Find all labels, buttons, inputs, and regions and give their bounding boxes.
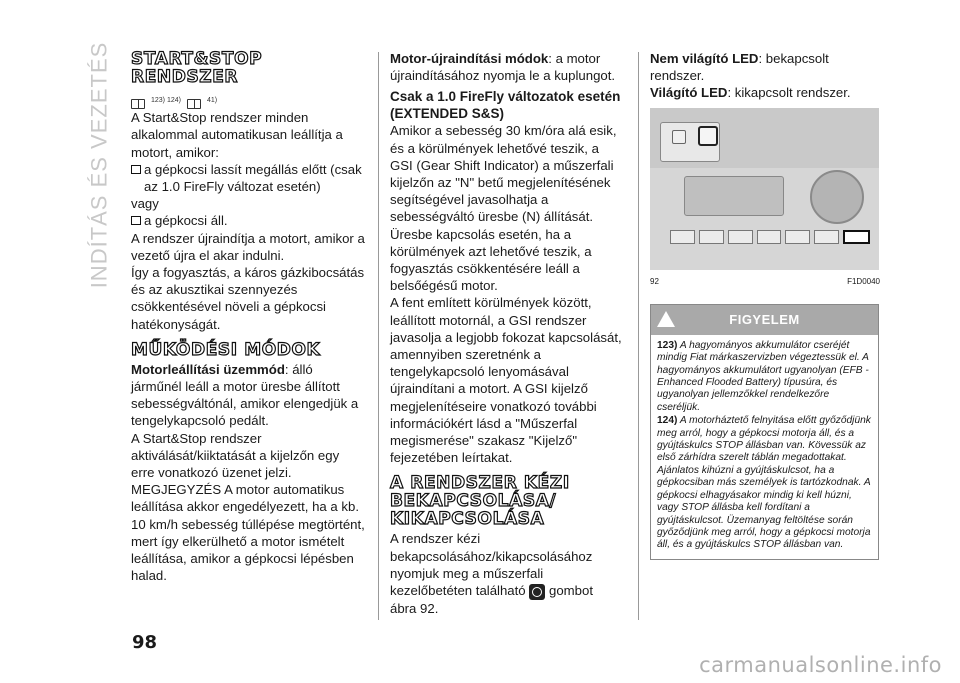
warning-item [657,340,872,414]
subsection-heading: Csak a 1.0 FireFly változatok esetén (EXTENDED S&S) [390,89,621,122]
paragraph-lead: Motor-újraindítási módok [390,51,549,66]
air-vent [810,170,864,224]
paragraph-text: : a motor újraindításához nyomja le a kuplungot. [390,51,616,84]
strip-button [699,230,724,244]
warning-title: FIGYELEM [729,312,800,328]
paragraph: vagy [131,196,159,212]
paragraph-text: : bekapcsolt rendszer. [650,51,829,84]
defrost-button-icon [672,130,686,144]
section-title-line: RENDSZER [131,67,239,87]
paragraph-lead: Nem világító LED [650,51,759,66]
start-stop-strip-button [843,230,870,244]
section-heading [390,474,625,528]
strip-button [670,230,695,244]
paragraph-text: : kikapcsolt rendszer. [727,85,851,101]
list-item-text: a gépkocsi áll. [144,213,228,229]
paragraph: A Start&Stop rendszer aktiválását/kiiktatását a kijelzőn egy erre vonatkozó üzenet jelzi. [131,430,340,481]
figure-code: F1D0040 [847,276,880,286]
reference-icons [131,92,366,109]
warning-body [651,335,878,559]
note-refs: 41) [206,97,218,104]
strip-button [814,230,839,244]
paragraph [650,50,880,84]
warning-refs: 123) 124) [151,97,181,104]
paragraph-text: A rendszer kézi bekapcsolásához/kikapcsolásához nyomjuk meg a műszerfali kezelőbetéten található [390,531,593,599]
watermark: carmanualsonline.info [699,653,942,677]
column-divider [378,52,379,620]
section-heading-line: A RENDSZER KÉZI [390,473,570,494]
button-strip [670,230,870,244]
paragraph [390,50,625,84]
start-stop-button-icon [698,126,718,146]
warning-triangle-icon [657,311,675,327]
section-heading-line: BEKAPCSOLÁSA/ [390,491,557,512]
paragraph [390,530,625,599]
section-heading: MŰKÖDÉSI MÓDOK [131,339,321,360]
paragraph-text: gombot [549,583,593,599]
column-2 [390,50,625,617]
list-item-text: a gépkocsi lassít megállás előtt (csak az 1.0 FireFly változat esetén) [144,161,362,195]
paragraph: A Start&Stop rendszer minden alkalommal automatikusan leállítja a motort, amikor: [131,110,343,160]
warning-text: A hagyományos akkumulátor cseréjét mindig Fiat márkaszervizben végeztessük el. A hagyományos akkumulátort ugyanolyan (EFB - Enhanced Flooded Battery) típusúra, és ugyanolyan jellemzőkkel rendelkezőre cseréljük. [657,339,869,413]
paragraph: A rendszer újraindítja a motort, amikor a vezető újra el akar indulni. [131,230,365,263]
start-stop-button-icon [529,584,545,600]
list-item [131,212,366,229]
figure-caption [650,273,880,290]
warning-number: 124) [657,415,678,427]
paragraph [131,361,366,430]
book-icon [187,99,201,109]
page-number: 98 [132,632,158,653]
column-3 [650,50,880,560]
warning-header [651,305,878,335]
section-tab-label: INDÍTÁS ÉS VEZETÉS [86,41,112,289]
paragraph: Így a fogyasztás, a káros gázkibocsátás és az akusztikai szennyezés csökkentésével növeli a gépkocsi hatékonyságát. [131,265,365,332]
figure-reference: ábra 92. [390,600,439,616]
paragraph [650,84,880,101]
book-icon [131,99,145,109]
strip-button [728,230,753,244]
strip-button [785,230,810,244]
column-1 [131,50,366,584]
warning-text: A motorháztető felnyitása előtt győződjünk meg arról, hogy a gépkocsi motorja áll, és a gyújtáskulcs STOP állásban van. Kövessük az első zárhídra szerelt táblán megadottakat. Ajánlatos kihúzni a gyújtáskulcsot, ha a gépkocsiban más személyek is tartózkodnak. A gépkocsi elhagyásakor mindig ki kell húzni, vagy STOP állásba kell fordítani a gyújtáskulcsot. Üzemanyag feltöltése során győződjünk meg arról, hogy a gépkocsi motorja áll, és a gyújtáskulcs STOP állásban van. [657,415,871,551]
warning-item [657,415,872,551]
section-title-line: START&STOP [131,49,263,69]
bullet-icon [131,216,141,225]
list-item [131,161,366,195]
figure-number: 92 [650,276,659,286]
warning-number: 123) [657,339,678,351]
column-divider [638,52,639,620]
section-title [131,50,366,86]
strip-button [757,230,782,244]
warning-box [650,304,879,560]
display-screen [684,176,784,216]
section-tab [84,40,114,290]
paragraph-lead: Világító LED [650,85,728,101]
bullet-icon [131,165,141,174]
dashboard-figure [650,108,879,270]
paragraph-text: : álló járműnél leáll a motor üresbe állított sebességváltónál, amikor elengedjük a tengelykapcsoló pedált. [131,361,359,429]
section-heading-line: KIKAPCSOLÁSA [390,509,545,530]
paragraph: MEGJEGYZÉS A motor automatikus leállítása akkor engedélyezett, ha a kb. 10 km/h sebesség túllépése megtörtént, mert így elkerülhető a motor ismételt leállítása, amikor a gépkocsi lépésben halad. [131,482,365,584]
paragraph: A fent említett körülmények között, leállított motornál, a GSI rendszer javasolja a legjobb fokozat kapcsolását, amennyiben szeretnénk a tengelykapcsoló lenyomásával újraindítani a motort. A GSI kijelző megjelenítéseire vonatkozó további információkért lásd a "Műszerfal megismerése" szakasz "Kijelző" fejezetében leírtakat. [390,295,622,466]
paragraph: Amikor a sebesség 30 km/óra alá esik, és a körülmények lehetővé teszik, a GSI (Gear Shift Indicator) a műszerfali kijelzőn az "N" betű megjelenítésének segítségével javasolhatja a sebességváltó üresbe (N) állítását. Üresbe kapcsolás esetén, ha a körülmények azt lehetővé teszik, a fogyasztás csökkentésére leáll a belsőégésű motor. [390,123,617,294]
paragraph-lead: Motorleállítási üzemmód [131,361,285,377]
